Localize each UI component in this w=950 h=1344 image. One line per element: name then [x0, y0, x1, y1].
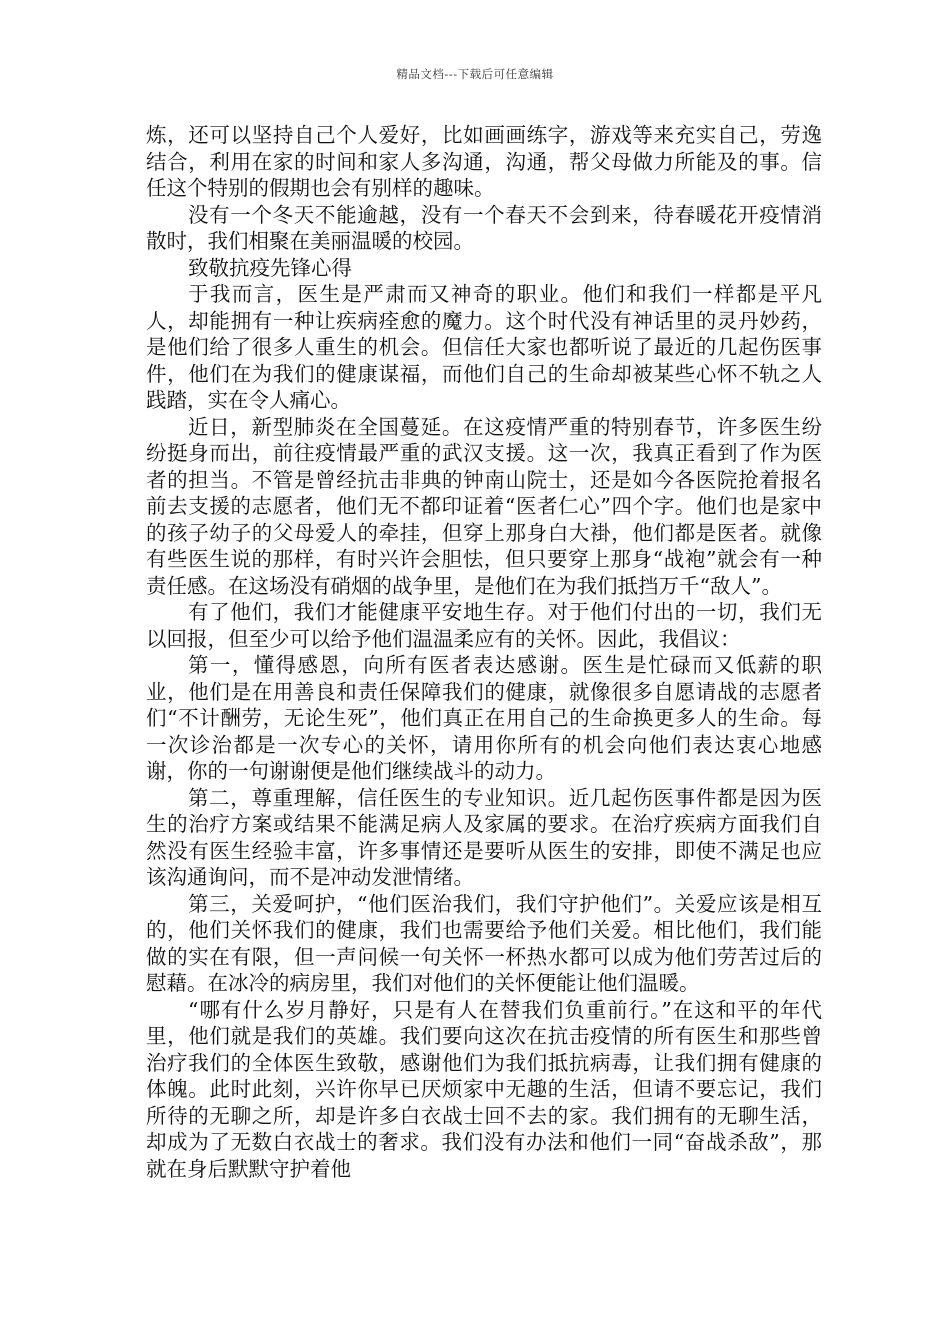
paragraph: 第二，尊重理解，信任医生的专业知识。近几起伤医事件都是因为医生的治疗方案或结果不能满足病人及家属的要求。在治疗疾病方面我们自然没有医生经验丰富，许多事情还是要听从医生的安排，即使不满足也应该沟通询问，而不是冲动发泄情绪。	[146, 785, 822, 889]
paragraph: 第一，懂得感恩，向所有医者表达感谢。医生是忙碌而又低薪的职业，他们是在用善良和责任保障我们的健康，就像很多自愿请战的志愿者们“不计酬劳，无论生死”，他们真正在用自己的生命换更多人的生命。每一次诊治都是一次专心的关怀，请用你所有的机会向他们表达衷心地感谢，你的一句谢谢便是他们继续战斗的动力。	[146, 653, 822, 783]
paragraph: 炼，还可以坚持自己个人爱好，比如画画练字，游戏等来充实自己，劳逸结合，利用在家的时间和家人多沟通，沟通，帮父母做力所能及的事。信任这个特别的假期也会有别样的趣味。	[146, 123, 822, 200]
page-header: 精品文档---下载后可任意编辑	[396, 67, 554, 81]
paragraph: 于我而言，医生是严肃而又神奇的职业。他们和我们一样都是平凡人，却能拥有一种让疾病痊愈的魔力。这个时代没有神话里的灵丹妙药，是他们给了很多人重生的机会。但信任大家也都听说了最近的几起伤医事件，他们在为我们的健康谋福，而他们自己的生命却被某些心怀不轨之人践踏，实在令人痛心。	[146, 282, 822, 412]
paragraph: 近日，新型肺炎在全国蔓延。在这疫情严重的特别春节，许多医生纷纷挺身而出，前往疫情最严重的武汉支援。这一次，我真正看到了作为医者的担当。不管是曾经抗击非典的钟南山院士，还是如今各医院抢着报名前去支援的志愿者，他们无不都印证着“医者仁心”四个字。他们也是家中的孩子幼子的父母爱人的牵挂，但穿上那身白大褂，他们都是医者。就像有些医生说的那样，有时兴许会胆怯，但只要穿上那身“战袍”就会有一种责任感。在这场没有硝烟的战争里，是他们在为我们抵挡万千“敌人”。	[146, 414, 822, 598]
paragraph: 第三，关爱呵护，“他们医治我们，我们守护他们”。关爱应该是相互的，他们关怀我们的健康，我们也需要给予他们关爱。相比他们，我们能做的实在有限，但一声问候一句关怀一杯热水都可以成为他们劳苦过后的慰藉。在冰冷的病房里，我们对他们的关怀便能让他们温暖。	[146, 891, 822, 995]
document-body	[146, 122, 822, 1182]
paragraph: 有了他们，我们才能健康平安地生存。对于他们付出的一切，我们无以回报，但至少可以给予他们温温柔应有的关怀。因此，我倡议：	[146, 600, 822, 651]
paragraph: “哪有什么岁月静好，只是有人在替我们负重前行。”在这和平的年代里，他们就是我们的英雄。我们要向这次在抗击疫情的所有医生和那些曾治疗我们的全体医生致敬，感谢他们为我们抵抗病毒，让我们拥有健康的体魄。此时此刻，兴许你早已厌烦家中无趣的生活，但请不要忘记，我们所待的无聊之所，却是许多白衣战士回不去的家。我们拥有的无聊生活，却成为了无数白衣战士的奢求。我们没有办法和他们一同“奋战杀敌”，那就在身后默默守护着他	[146, 997, 822, 1181]
paragraph: 没有一个冬天不能逾越，没有一个春天不会到来，待春暖花开疫情消散时，我们相聚在美丽温暖的校园。	[146, 202, 822, 253]
section-title: 致敬抗疫先锋心得	[188, 255, 352, 280]
